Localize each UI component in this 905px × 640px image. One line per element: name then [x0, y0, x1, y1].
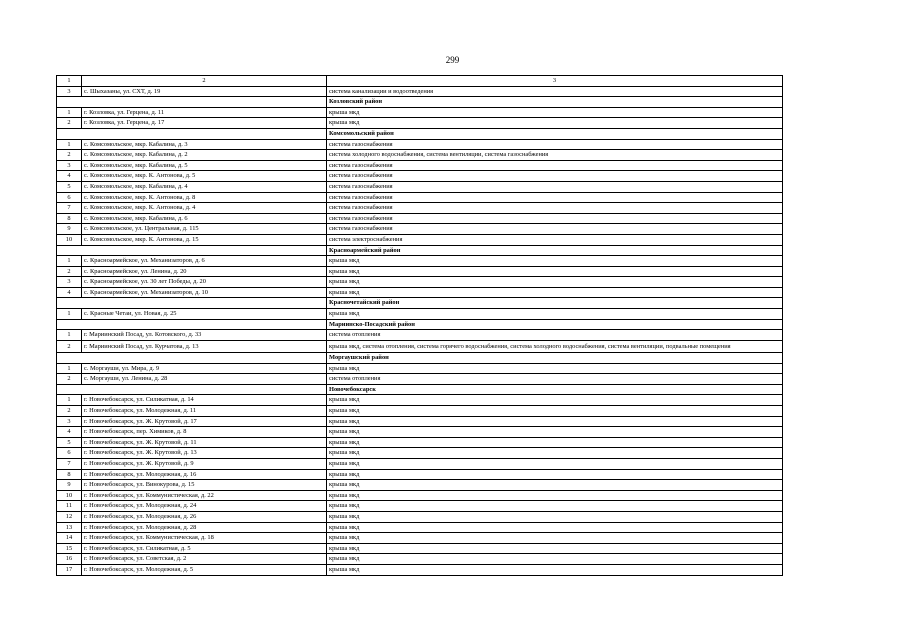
table-row: [57, 203, 783, 214]
row-number: 6: [57, 448, 82, 459]
row-works: крыша мкд: [327, 533, 783, 544]
header-col-number: 1: [57, 76, 82, 87]
row-address: г. Новочебоксарск, ул. Ж. Крутовой, д. 9: [82, 458, 327, 469]
row-number: 1: [57, 395, 82, 406]
table-row: [57, 469, 783, 480]
row-number: 14: [57, 533, 82, 544]
table-row: [57, 192, 783, 203]
section-blank-cell: [82, 245, 327, 256]
section-blank-cell: [82, 128, 327, 139]
row-works: крыша мкд: [327, 511, 783, 522]
row-works: крыша мкд: [327, 490, 783, 501]
table-row: [57, 277, 783, 288]
table-row: [57, 287, 783, 298]
row-address: г. Новочебоксарск, ул. Коммунистическая, д. 18: [82, 533, 327, 544]
row-works: система газоснабжения: [327, 192, 783, 203]
row-number: 10: [57, 234, 82, 245]
row-works: крыша мкд: [327, 501, 783, 512]
row-number: 3: [57, 160, 82, 171]
row-address: г. Мариинский Посад, ул. Курчатова, д. 13: [82, 340, 327, 352]
row-works: крыша мкд: [327, 406, 783, 417]
section-header-row: [57, 298, 783, 309]
row-number: 12: [57, 511, 82, 522]
section-blank-cell: [82, 353, 327, 364]
header-col-address: 2: [82, 76, 327, 87]
row-works: система канализации и водоотведения: [327, 86, 783, 97]
section-blank-cell: [57, 298, 82, 309]
table-row: [57, 340, 783, 352]
row-address: с. Комсомольское, мкр. Кабалина, д. 5: [82, 160, 327, 171]
table-row: [57, 181, 783, 192]
table-row: [57, 427, 783, 438]
section-blank-cell: [57, 128, 82, 139]
row-address: г. Новочебоксарск, ул. Силикатная, д. 14: [82, 395, 327, 406]
row-number: 5: [57, 437, 82, 448]
row-number: 2: [57, 266, 82, 277]
section-blank-cell: [57, 353, 82, 364]
table-row: [57, 171, 783, 182]
section-blank-cell: [57, 319, 82, 330]
section-header-row: [57, 319, 783, 330]
section-title: Новочебоксарск: [327, 384, 783, 395]
row-number: 3: [57, 86, 82, 97]
table-row: [57, 139, 783, 150]
row-number: 4: [57, 427, 82, 438]
table-row: [57, 406, 783, 417]
row-works: крыша мкд: [327, 416, 783, 427]
row-works: система электроснабжения: [327, 234, 783, 245]
row-address: с. Красноармейское, ул. Механизаторов, д. 6: [82, 256, 327, 267]
table-row: [57, 86, 783, 97]
row-number: 6: [57, 192, 82, 203]
section-header-row: [57, 128, 783, 139]
row-number: 13: [57, 522, 82, 533]
table-row: [57, 234, 783, 245]
table-row: [57, 511, 783, 522]
row-number: 4: [57, 171, 82, 182]
row-address: с. Моргауши, ул. Ленина, д. 28: [82, 374, 327, 385]
row-address: с. Комсомольское, мкр. Кабалина, д. 2: [82, 150, 327, 161]
row-number: 2: [57, 118, 82, 129]
row-works: крыша мкд: [327, 118, 783, 129]
page-number: 299: [445, 55, 460, 65]
row-number: 7: [57, 458, 82, 469]
table-row: [57, 395, 783, 406]
table-row: [57, 363, 783, 374]
table-row: [57, 150, 783, 161]
section-header-row: [57, 353, 783, 364]
section-header-row: [57, 384, 783, 395]
row-works: система газоснабжения: [327, 139, 783, 150]
table-row: [57, 554, 783, 565]
section-blank-cell: [57, 97, 82, 108]
row-address: г. Новочебоксарск, ул. Ж. Крутовой, д. 11: [82, 437, 327, 448]
table-row: [57, 543, 783, 554]
row-address: г. Новочебоксарск, ул. Ж. Крутовой, д. 13: [82, 448, 327, 459]
row-number: 1: [57, 309, 82, 320]
row-address: с. Комсомольское, мкр. К. Антонова, д. 4: [82, 203, 327, 214]
row-address: г. Новочебоксарск, ул. Молодежная, д. 24: [82, 501, 327, 512]
row-address: г. Новочебоксарск, ул. Молодежная, д. 16: [82, 469, 327, 480]
row-address: г. Новочебоксарск, ул. Молодежная, д. 5: [82, 564, 327, 575]
section-title: Красночетайский район: [327, 298, 783, 309]
row-address: с. Комсомольское, мкр. Кабалина, д. 3: [82, 139, 327, 150]
section-blank-cell: [82, 97, 327, 108]
row-address: с. Красноармейское, ул. Механизаторов, д. 10: [82, 287, 327, 298]
row-address: г. Новочебоксарск, ул. Ж. Крутовой, д. 17: [82, 416, 327, 427]
row-address: с. Красные Четаи, ул. Новая, д. 25: [82, 309, 327, 320]
section-blank-cell: [82, 298, 327, 309]
row-works: крыша мкд: [327, 543, 783, 554]
row-number: 15: [57, 543, 82, 554]
row-address: г. Козловка, ул. Герцена, д. 11: [82, 107, 327, 118]
row-address: г. Новочебоксарск, ул. Силикатная, д. 5: [82, 543, 327, 554]
row-number: 5: [57, 181, 82, 192]
table-row: [57, 533, 783, 544]
row-number: 1: [57, 256, 82, 267]
table-row: [57, 416, 783, 427]
row-works: крыша мкд: [327, 427, 783, 438]
row-works: крыша мкд: [327, 395, 783, 406]
table-row: [57, 564, 783, 575]
row-address: г. Новочебоксарск, ул. Молодежная, д. 11: [82, 406, 327, 417]
section-title: Комсомольский район: [327, 128, 783, 139]
table-row: [57, 330, 783, 341]
table-header-row: [57, 76, 783, 87]
row-address: с. Комсомольское, мкр. Кабалина, д. 4: [82, 181, 327, 192]
row-works: крыша мкд, система отопления, система горячего водоснабжения, система холодного водоснабжения, система вентиляции, подвальные помещения: [327, 340, 783, 352]
row-number: 10: [57, 490, 82, 501]
row-address: г. Новочебоксарск, ул. Винокурова, д. 15: [82, 480, 327, 491]
row-number: 4: [57, 287, 82, 298]
section-title: Козловский район: [327, 97, 783, 108]
table-row: [57, 213, 783, 224]
row-works: крыша мкд: [327, 256, 783, 267]
row-number: 2: [57, 406, 82, 417]
table-row: [57, 448, 783, 459]
table-row: [57, 458, 783, 469]
row-address: г. Новочебоксарск, ул. Молодежная, д. 28: [82, 522, 327, 533]
row-address: г. Новочебоксарск, ул. Советская, д. 2: [82, 554, 327, 565]
row-number: 17: [57, 564, 82, 575]
section-blank-cell: [82, 319, 327, 330]
row-number: 1: [57, 330, 82, 341]
row-address: с. Комсомольское, мкр. К. Антонова, д. 15: [82, 234, 327, 245]
row-works: система газоснабжения: [327, 181, 783, 192]
row-address: г. Мариинский Посад, ул. Котовского, д. 33: [82, 330, 327, 341]
row-number: 2: [57, 374, 82, 385]
row-address: с. Комсомольское, мкр. К. Антонова, д. 5: [82, 171, 327, 182]
header-col-works: 3: [327, 76, 783, 87]
row-works: крыша мкд: [327, 458, 783, 469]
table-row: [57, 256, 783, 267]
section-title: Красноармейский район: [327, 245, 783, 256]
row-works: система отопления: [327, 330, 783, 341]
row-works: крыша мкд: [327, 437, 783, 448]
row-works: крыша мкд: [327, 277, 783, 288]
row-works: система холодного водоснабжения, система вентиляции, система газоснабжения: [327, 150, 783, 161]
row-works: система газоснабжения: [327, 203, 783, 214]
row-works: крыша мкд: [327, 287, 783, 298]
row-works: крыша мкд: [327, 363, 783, 374]
section-title: Мариинско-Посадский район: [327, 319, 783, 330]
row-address: г. Новочебоксарск, ул. Молодежная, д. 26: [82, 511, 327, 522]
row-number: 9: [57, 480, 82, 491]
row-number: 7: [57, 203, 82, 214]
repair-works-table: [56, 75, 783, 576]
row-address: с. Комсомольское, мкр. Кабалина, д. 6: [82, 213, 327, 224]
section-header-row: [57, 97, 783, 108]
row-works: система газоснабжения: [327, 224, 783, 235]
section-blank-cell: [57, 384, 82, 395]
row-number: 1: [57, 363, 82, 374]
row-works: система газоснабжения: [327, 171, 783, 182]
row-number: 11: [57, 501, 82, 512]
table-row: [57, 490, 783, 501]
row-address: с. Моргауши, ул. Мира, д. 9: [82, 363, 327, 374]
table-row: [57, 224, 783, 235]
row-works: крыша мкд: [327, 266, 783, 277]
section-title: Моргаушский район: [327, 353, 783, 364]
table-row: [57, 118, 783, 129]
row-address: г. Новочебоксарск, пер. Химиков, д. 8: [82, 427, 327, 438]
table-body: [57, 76, 783, 576]
row-number: 2: [57, 150, 82, 161]
row-address: г. Козловка, ул. Герцена, д. 17: [82, 118, 327, 129]
section-blank-cell: [57, 245, 82, 256]
table-row: [57, 522, 783, 533]
row-works: крыша мкд: [327, 522, 783, 533]
row-address: с. Комсомольское, мкр. К. Антонова, д. 8: [82, 192, 327, 203]
row-works: крыша мкд: [327, 469, 783, 480]
table-row: [57, 501, 783, 512]
row-works: крыша мкд: [327, 309, 783, 320]
row-address: с. Красноармейское, ул. 30 лет Победы, д. 20: [82, 277, 327, 288]
row-works: система отопления: [327, 374, 783, 385]
row-works: крыша мкд: [327, 448, 783, 459]
row-address: с. Комсомольское, ул. Центральная, д. 115: [82, 224, 327, 235]
row-address: с. Шыхазаны, ул. СХТ, д. 19: [82, 86, 327, 97]
table-row: [57, 160, 783, 171]
table-row: [57, 309, 783, 320]
table-row: [57, 266, 783, 277]
row-works: крыша мкд: [327, 107, 783, 118]
row-number: 1: [57, 107, 82, 118]
row-number: 9: [57, 224, 82, 235]
row-number: 16: [57, 554, 82, 565]
row-works: крыша мкд: [327, 554, 783, 565]
table-row: [57, 437, 783, 448]
row-address: г. Новочебоксарск, ул. Коммунистическая, д. 22: [82, 490, 327, 501]
row-works: система газоснабжения: [327, 213, 783, 224]
row-address: с. Красноармейское, ул. Ленина, д. 20: [82, 266, 327, 277]
row-number: 8: [57, 213, 82, 224]
row-works: крыша мкд: [327, 480, 783, 491]
row-number: 3: [57, 416, 82, 427]
row-works: крыша мкд: [327, 564, 783, 575]
section-blank-cell: [82, 384, 327, 395]
row-number: 3: [57, 277, 82, 288]
row-number: 8: [57, 469, 82, 480]
table-row: [57, 480, 783, 491]
table-row: [57, 107, 783, 118]
table-row: [57, 374, 783, 385]
row-number: 2: [57, 340, 82, 352]
section-header-row: [57, 245, 783, 256]
row-works: система газоснабжения: [327, 160, 783, 171]
row-number: 1: [57, 139, 82, 150]
